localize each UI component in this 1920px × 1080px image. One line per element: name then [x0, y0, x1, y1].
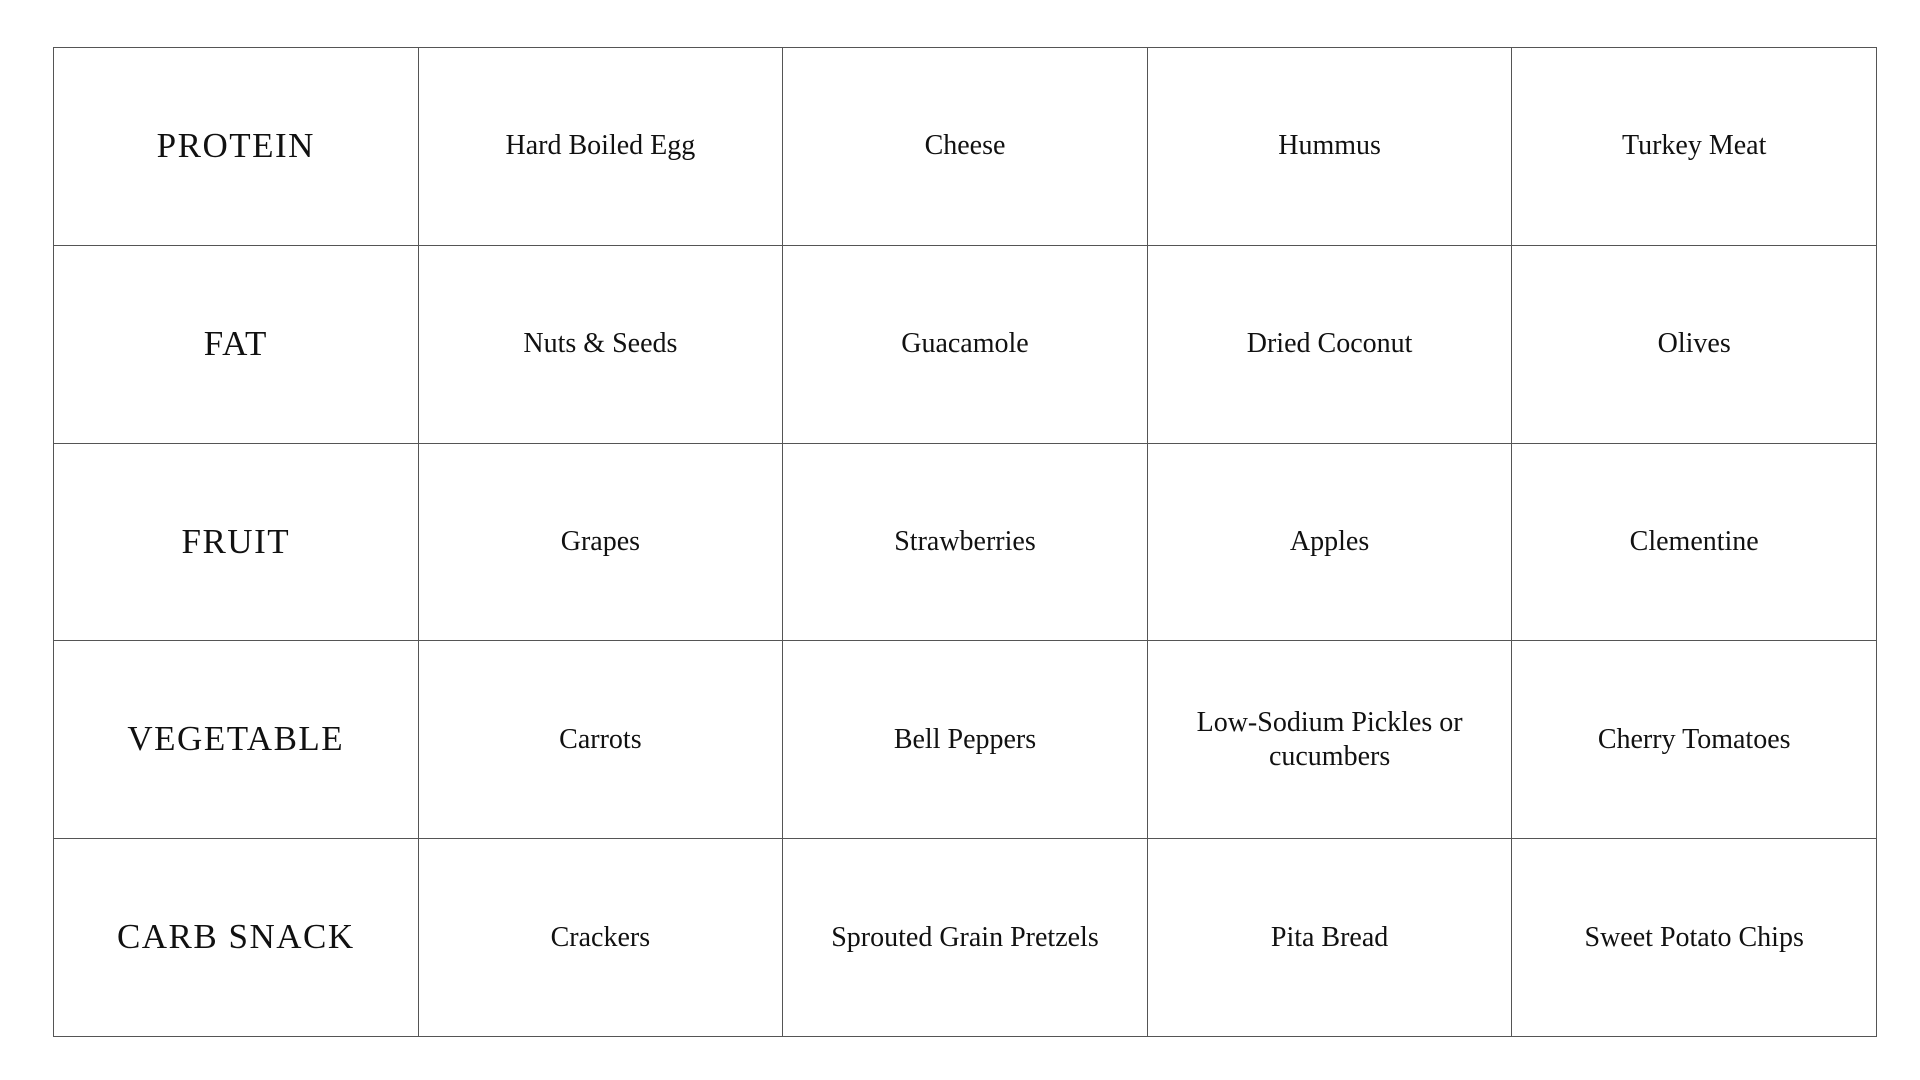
- table-cell: Guacamole: [783, 246, 1148, 444]
- snack-table: [53, 47, 1877, 1037]
- category-cell-fat: FAT: [54, 246, 419, 444]
- table-cell: Cherry Tomatoes: [1512, 641, 1877, 839]
- table-cell: Grapes: [419, 444, 784, 642]
- table-cell: Low-Sodium Pickles or cucumbers: [1148, 641, 1513, 839]
- category-cell-vegetable: VEGETABLE: [54, 641, 419, 839]
- category-cell-carb-snack: CARB SNACK: [54, 839, 419, 1037]
- table-cell: Nuts & Seeds: [419, 246, 784, 444]
- table-cell: Carrots: [419, 641, 784, 839]
- table-cell: Clementine: [1512, 444, 1877, 642]
- table-cell: Sprouted Grain Pretzels: [783, 839, 1148, 1037]
- table-cell: Cheese: [783, 48, 1148, 246]
- table-cell: Strawberries: [783, 444, 1148, 642]
- table-cell: Crackers: [419, 839, 784, 1037]
- table-cell: Olives: [1512, 246, 1877, 444]
- table-cell: Sweet Potato Chips: [1512, 839, 1877, 1037]
- table-cell: Apples: [1148, 444, 1513, 642]
- table-cell: Pita Bread: [1148, 839, 1513, 1037]
- category-cell-fruit: FRUIT: [54, 444, 419, 642]
- category-cell-protein: PROTEIN: [54, 48, 419, 246]
- table-cell: Turkey Meat: [1512, 48, 1877, 246]
- table-cell: Bell Peppers: [783, 641, 1148, 839]
- table-cell: Dried Coconut: [1148, 246, 1513, 444]
- table-cell: Hard Boiled Egg: [419, 48, 784, 246]
- table-cell: Hummus: [1148, 48, 1513, 246]
